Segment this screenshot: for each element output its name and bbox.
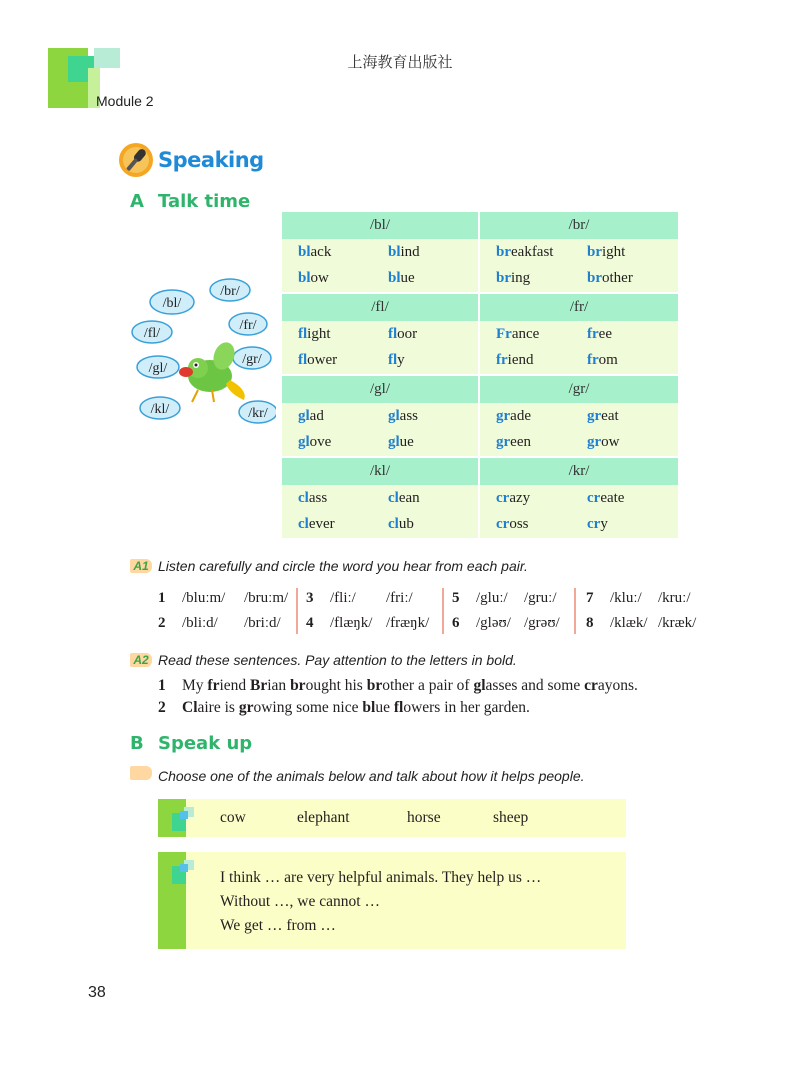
phonics-header-row	[282, 294, 678, 321]
a1-instruction	[130, 558, 528, 574]
example-word: green	[496, 434, 531, 451]
bubble-label: /kr/	[248, 406, 268, 421]
pair-item: 1 /bluːm/ /bruːm/	[158, 590, 289, 606]
example-word: friend	[496, 352, 534, 369]
example-word: floor	[388, 325, 418, 342]
example-word: breakfast	[496, 243, 554, 260]
pair-column	[452, 586, 560, 636]
b-instruction-text: Choose one of the animals below and talk about how it helps people.	[158, 768, 585, 784]
phonics-word-row	[282, 265, 678, 292]
a1-pairs	[158, 586, 718, 636]
bubble-label: /gr/	[242, 352, 262, 367]
pair-item: 7 /kluː/ /kruː/	[586, 590, 691, 606]
animal-option: horse	[407, 809, 441, 826]
example-word: glass	[388, 407, 419, 424]
phonics-word-row	[282, 430, 678, 457]
a2-sentences	[158, 675, 638, 719]
section-b-title: Speak up	[158, 733, 253, 754]
speech-line: Without …, we cannot …	[220, 893, 380, 910]
example-word: grade	[496, 407, 531, 424]
section-a-title: Talk time	[158, 191, 251, 212]
bird-with-bubbles-icon	[126, 272, 276, 432]
pair-item: 2 /bliːd/ /briːd/	[158, 615, 281, 631]
publisher-name: 上海教育出版社	[347, 53, 453, 71]
pair-item: 6 /gləʊ/ /grəʊ/	[452, 615, 560, 631]
speaking-heading	[118, 140, 264, 180]
b-instruction	[130, 766, 585, 784]
microphone-icon	[118, 142, 154, 178]
phonics-word-row	[282, 347, 678, 374]
sound-header: /kr/	[568, 463, 590, 480]
example-word: brother	[587, 270, 633, 287]
animal-option: elephant	[297, 809, 350, 826]
phonics-word-row	[282, 512, 678, 539]
speech-prompt-box	[158, 852, 626, 949]
section-a-heading	[130, 191, 250, 212]
phonics-header-row	[282, 212, 678, 239]
a1-instruction-text: Listen carefully and circle the word you hear from each pair.	[158, 558, 528, 574]
phonics-header-row	[282, 458, 678, 485]
section-b-heading	[130, 733, 252, 754]
b-badge	[130, 766, 152, 780]
example-word: bring	[496, 270, 531, 287]
example-word: black	[298, 243, 332, 260]
pair-item: 4 /flæŋk/ /fræŋk/	[306, 615, 430, 631]
example-word: France	[496, 325, 540, 342]
speech-line: We get … from …	[220, 917, 336, 934]
pair-item: 8 /klæk/ /kræk/	[586, 615, 697, 631]
section-b-letter: B	[130, 733, 144, 754]
example-word: flower	[298, 352, 338, 369]
example-word: create	[587, 489, 625, 506]
pair-item: 3 /fliː/ /friː/	[306, 590, 413, 606]
example-word: great	[587, 407, 619, 424]
example-word: free	[587, 325, 612, 342]
sound-header: /br/	[568, 216, 590, 233]
sound-header: /bl/	[282, 212, 480, 239]
a1-badge: A1	[130, 559, 152, 573]
bubble-label: /br/	[220, 284, 240, 299]
example-word: clean	[388, 489, 420, 506]
example-word: blue	[388, 270, 415, 287]
phonics-word-row	[282, 239, 678, 266]
phonics-word-row	[282, 485, 678, 512]
a2-badge: A2	[130, 653, 152, 667]
section-title: Speaking	[158, 148, 264, 172]
animal-list	[220, 799, 528, 837]
example-word: fly	[388, 352, 405, 369]
example-word: blind	[388, 243, 420, 260]
a2-instruction	[130, 652, 517, 668]
bubble-label: /fl/	[143, 326, 161, 341]
pair-divider	[442, 588, 444, 634]
example-word: crazy	[496, 489, 531, 506]
section-a-letter: A	[130, 191, 144, 212]
example-word: club	[388, 516, 414, 533]
example-word: blow	[298, 270, 329, 287]
animal-option: cow	[220, 809, 246, 826]
example-word: from	[587, 352, 618, 369]
phonics-header-row	[282, 376, 678, 403]
example-word: class	[298, 489, 328, 506]
sound-header: /gl/	[282, 376, 480, 403]
bubble-label: /kl/	[150, 402, 170, 417]
example-word: cry	[587, 516, 608, 533]
pair-column	[158, 586, 288, 636]
box-decoration-icon	[172, 807, 198, 833]
sentence-line: 1 My friend Brian brought his brother a pair of glasses and some crayons.	[158, 677, 638, 694]
bubble-label: /fr/	[239, 318, 257, 333]
bird-illustration	[126, 272, 276, 432]
example-word: cross	[496, 516, 529, 533]
phonics-word-row	[282, 321, 678, 348]
pair-column	[586, 586, 696, 636]
phonics-word-row	[282, 403, 678, 430]
example-word: clever	[298, 516, 335, 533]
example-word: glue	[388, 434, 414, 451]
example-word: flight	[298, 325, 331, 342]
phonics-table	[282, 212, 678, 538]
pair-divider	[296, 588, 298, 634]
bubble-label: /gl/	[148, 361, 168, 376]
animal-choices-box	[158, 799, 626, 837]
sound-header: /fr/	[569, 298, 589, 315]
bubble-label: /bl/	[162, 296, 182, 311]
pair-divider	[574, 588, 576, 634]
box-decoration-icon	[172, 860, 198, 886]
pair-item: 5 /gluː/ /gruː/	[452, 590, 557, 606]
example-word: glove	[298, 434, 332, 451]
animal-option: sheep	[493, 809, 529, 826]
speech-line: I think … are very helpful animals. They help us …	[220, 869, 542, 886]
example-word: grow	[587, 434, 620, 451]
example-word: bright	[587, 243, 626, 260]
module-label: Module 2	[96, 93, 154, 109]
pair-column	[306, 586, 429, 636]
page-number: 38	[88, 984, 106, 1001]
speech-lines	[220, 866, 541, 938]
sentence-line: 2 Claire is growing some nice blue flowers in her garden.	[158, 699, 530, 716]
sound-header: /fl/	[282, 294, 480, 321]
sound-header: /kl/	[282, 458, 480, 485]
example-word: glad	[298, 407, 324, 424]
sound-header: /gr/	[568, 380, 590, 397]
a2-instruction-text: Read these sentences. Pay attention to the letters in bold.	[158, 652, 517, 668]
